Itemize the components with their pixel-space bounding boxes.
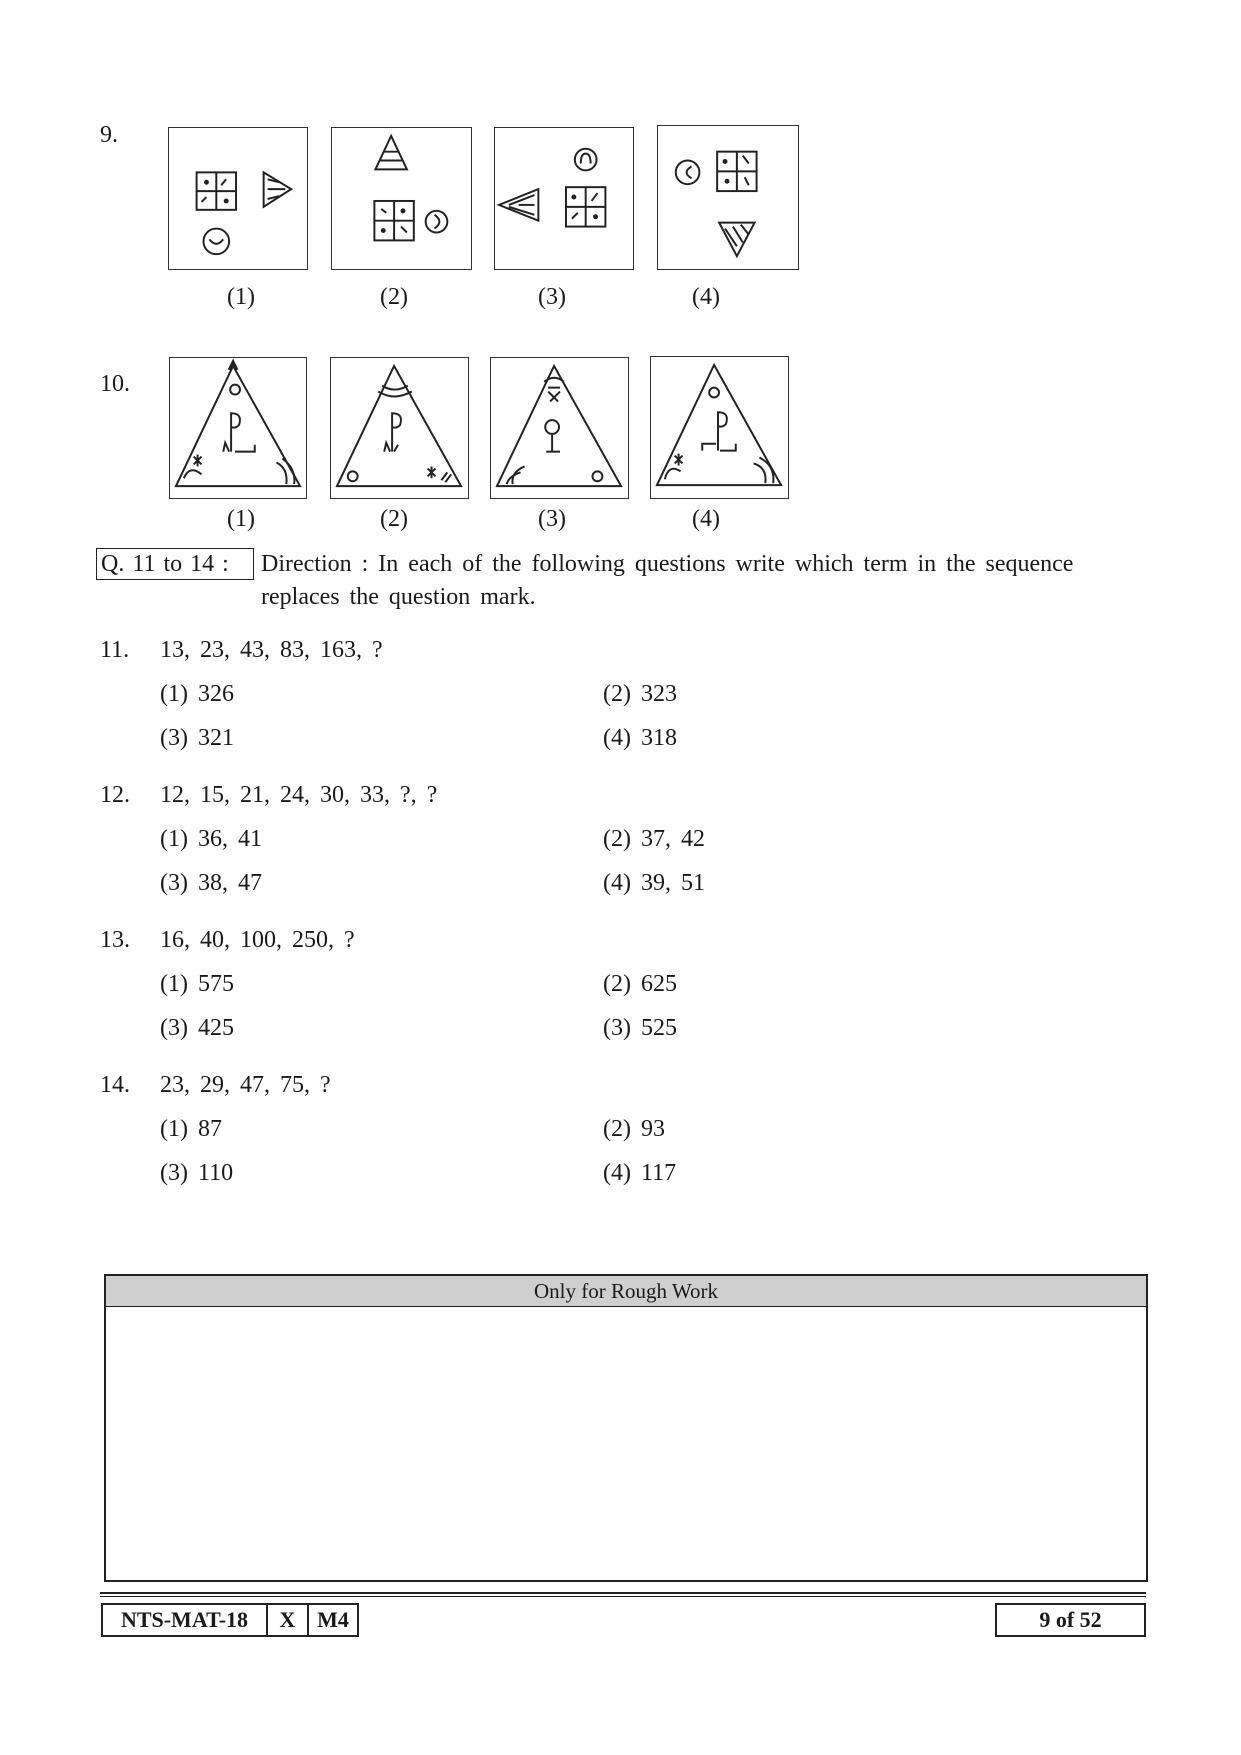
- question-9-number: 9.: [100, 122, 118, 148]
- q9-figure-1: [168, 127, 308, 270]
- question-14-option-1[interactable]: (1) 87: [160, 1116, 222, 1142]
- question-13-option-2[interactable]: (2) 625: [603, 971, 677, 997]
- question-11-option-3[interactable]: (3) 321: [160, 725, 234, 751]
- q10-figure-2: [330, 357, 469, 499]
- question-14-number: 14.: [100, 1072, 130, 1098]
- q9-label-1: (1): [227, 284, 255, 310]
- q9-figure-4: [657, 125, 799, 270]
- q9-figure-2: [331, 127, 472, 270]
- q10-label-3: (3): [538, 506, 566, 532]
- question-11-option-4[interactable]: (4) 318: [603, 725, 677, 751]
- question-14-sequence: 23, 29, 47, 75, ?: [160, 1072, 331, 1098]
- question-14-option-3[interactable]: (3) 110: [160, 1160, 234, 1186]
- question-13-option-1[interactable]: (1) 575: [160, 971, 234, 997]
- question-12-sequence: 12, 15, 21, 24, 30, 33, ?, ?: [160, 782, 438, 808]
- footer-page-number: 9 of 52: [995, 1603, 1146, 1637]
- direction-range-box: Q. 11 to 14 :: [96, 548, 254, 580]
- question-12-option-1[interactable]: (1) 36, 41: [160, 826, 262, 852]
- rough-work-title: Only for Rough Work: [106, 1276, 1146, 1307]
- q10-label-4: (4): [692, 506, 720, 532]
- footer-code: NTS-MAT-18: [101, 1603, 268, 1637]
- q10-figure-1: [169, 357, 307, 499]
- direction-text-line2: replaces the question mark.: [261, 584, 536, 610]
- question-12-number: 12.: [100, 782, 130, 808]
- question-13-option-4[interactable]: (3) 525: [603, 1015, 677, 1041]
- question-12-option-3[interactable]: (3) 38, 47: [160, 870, 262, 896]
- footer-class: X: [266, 1603, 309, 1637]
- q10-label-1: (1): [227, 506, 255, 532]
- direction-text-line1: Direction : In each of the following questions write which term in the sequence: [261, 551, 1074, 577]
- question-12-option-4[interactable]: (4) 39, 51: [603, 870, 705, 896]
- question-11-option-1[interactable]: (1) 326: [160, 681, 234, 707]
- question-11-option-2[interactable]: (2) 323: [603, 681, 677, 707]
- footer-set: M4: [307, 1603, 359, 1637]
- rough-work-box: [104, 1274, 1148, 1582]
- q9-label-2: (2): [380, 284, 408, 310]
- q10-figure-4: [650, 356, 789, 499]
- q10-figure-3: [490, 357, 629, 499]
- footer-rule: [100, 1592, 1146, 1594]
- q9-label-4: (4): [692, 284, 720, 310]
- q10-label-2: (2): [380, 506, 408, 532]
- question-10-number: 10.: [100, 371, 130, 397]
- question-12-option-2[interactable]: (2) 37, 42: [603, 826, 705, 852]
- question-14-option-4[interactable]: (4) 117: [603, 1160, 677, 1186]
- footer-rule-thin: [100, 1596, 1146, 1597]
- q9-label-3: (3): [538, 284, 566, 310]
- question-13-option-3[interactable]: (3) 425: [160, 1015, 234, 1041]
- question-11-number: 11.: [100, 637, 130, 663]
- question-14-option-2[interactable]: (2) 93: [603, 1116, 665, 1142]
- q9-figure-3: [494, 127, 634, 270]
- question-13-number: 13.: [100, 927, 130, 953]
- question-11-sequence: 13, 23, 43, 83, 163, ?: [160, 637, 383, 663]
- question-13-sequence: 16, 40, 100, 250, ?: [160, 927, 355, 953]
